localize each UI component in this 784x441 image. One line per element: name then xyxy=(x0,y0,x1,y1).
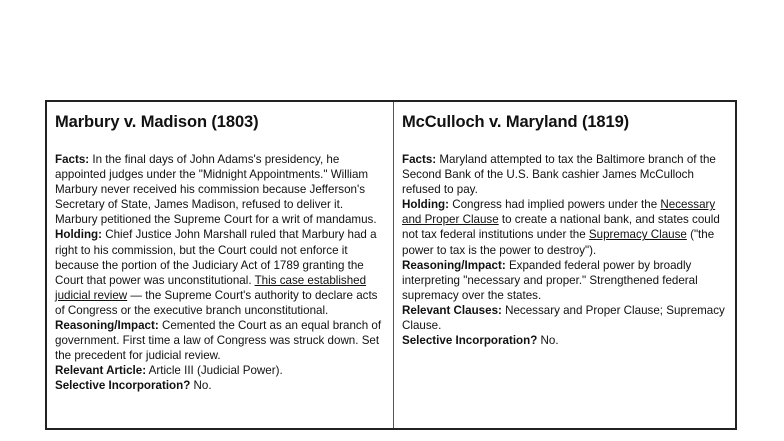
holding-text: Congress had implied powers under the xyxy=(449,198,661,212)
facts-label: Facts: xyxy=(55,153,90,166)
selective-label: Selective Incorporation? xyxy=(55,379,191,393)
marbury-title: Marbury v. Madison (1803) xyxy=(55,113,259,131)
mcculloch-facts xyxy=(402,152,727,197)
holding-text-after: — the Supreme Court's authority to declare acts of Congress or the executive branch unconstitutional. xyxy=(55,288,378,317)
mcculloch-title: McCulloch v. Maryland (1819) xyxy=(402,113,630,131)
mcculloch-column xyxy=(393,102,735,428)
facts-text: Maryland attempted to tax the Baltimore branch of the Second Bank of the U.S. Bank cashier James McCulloch refused to pay. xyxy=(402,153,716,197)
selective-label: Selective Incorporation? xyxy=(402,334,538,348)
cases-comparison-table xyxy=(45,100,737,430)
marbury-reasoning xyxy=(55,318,385,363)
holding-label: Holding: xyxy=(402,198,450,212)
holding-label: Holding: xyxy=(55,228,103,242)
mcculloch-reasoning xyxy=(402,258,727,303)
marbury-selective-incorporation xyxy=(55,378,385,393)
holding-text: Chief Justice John Marshall ruled that Marbury had a right to his commission, but the Court could not enforce it because the portion of the Judiciary Act of 1789 granting the Court that power was unconstitutional. xyxy=(55,228,377,287)
reasoning-label: Reasoning/Impact: xyxy=(402,258,506,272)
mcculloch-selective-incorporation xyxy=(402,333,727,348)
marbury-relevant-article xyxy=(55,363,385,378)
selective-text: No. xyxy=(190,379,212,393)
supremacy-clause-underlined: Supremacy Clause xyxy=(588,228,687,242)
marbury-facts xyxy=(55,152,385,227)
facts-label: Facts: xyxy=(402,153,437,166)
relevant-label: Relevant Clauses: xyxy=(402,303,502,317)
holding-text-mid: to create a national bank, and states could not tax federal institutions under the xyxy=(402,213,720,242)
relevant-text: Article III (Judicial Power). xyxy=(146,364,283,378)
mcculloch-relevant-clauses xyxy=(402,303,727,333)
reasoning-label: Reasoning/Impact: xyxy=(55,319,159,333)
relevant-text: Necessary and Proper Clause; Supremacy Clause. xyxy=(402,303,725,333)
necessary-proper-underlined: Necessary and Proper Clause xyxy=(402,198,716,227)
selective-text: No. xyxy=(537,334,559,348)
marbury-column xyxy=(47,102,393,428)
reasoning-text: Expanded federal power by broadly interpreting "necessary and proper." Strengthened federal supremacy over the states. xyxy=(402,258,698,302)
reasoning-text: Cemented the Court as an equal branch of government. First time a law of Congress was struck down. Set the precedent for judicial review. xyxy=(55,319,382,363)
holding-text-after: ("the power to tax is the power to destroy"). xyxy=(402,228,715,257)
mcculloch-holding xyxy=(402,197,727,257)
relevant-label: Relevant Article: xyxy=(55,364,147,378)
facts-text: In the final days of John Adams's presidency, he appointed judges under the "Midnight Appointments." William Marbury never received his commission because Jefferson's Secretary of State, James Madison, refused to deliver it. Marbury petitioned the Supreme Court for a writ of mandamus. xyxy=(55,153,377,227)
marbury-holding xyxy=(55,227,385,318)
judicial-review-underlined: This case established judicial review xyxy=(55,273,367,302)
